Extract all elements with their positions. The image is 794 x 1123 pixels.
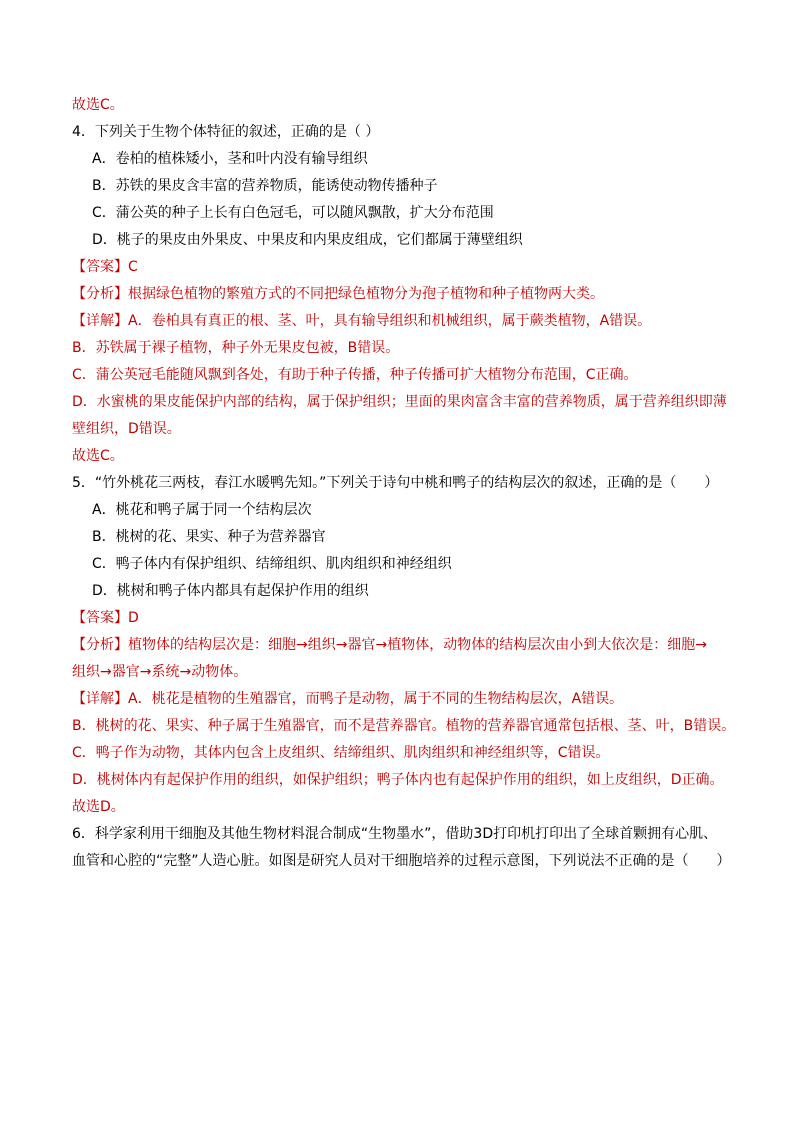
answer-line	[72, 258, 734, 276]
question-line: 血管和心腔的“完整”人造心脏。如图是研究人员对干细胞培养的过程示意图，下列说法不正确的是（ ）	[72, 853, 731, 869]
option-line: C．鸭子体内有保护组织、结缔组织、肌肉组织和神经组织	[92, 556, 452, 572]
answer-text: C	[128, 259, 138, 275]
explanation-line: 壁组织，D错误。	[72, 421, 181, 437]
question-line: 4．下列关于生物个体特征的叙述，正确的是（ ）	[72, 124, 380, 140]
answer-line	[72, 312, 734, 330]
option-line: A．卷柏的植株矮小，茎和叶内没有输导组织	[92, 151, 368, 167]
section-tag: 【分析】	[72, 286, 128, 302]
option-line: D．桃子的果皮由外果皮、中果皮和内果皮组成，它们都属于薄壁组织	[92, 232, 523, 248]
explanation-line: 组织→器官→系统→动物体。	[72, 664, 248, 680]
question-line: 5．“竹外桃花三两枝，春江水暖鸭先知。”下列关于诗句中桃和鸭子的结构层次的叙述，正确的是（ ）	[72, 475, 719, 491]
answer-text: A．卷柏具有真正的根、茎、叶，具有输导组织和机械组织，属于蕨类植物，A错误。	[128, 313, 652, 329]
explanation-line: B．苏铁属于裸子植物，种子外无果皮包被，B错误。	[72, 340, 400, 356]
answer-text: A．桃花是植物的生殖器官，而鸭子是动物，属于不同的生物结构层次，A错误。	[128, 691, 624, 707]
section-tag: 【详解】	[72, 313, 128, 329]
explanation-line: 故选C。	[72, 448, 124, 464]
option-line: B．苏铁的果皮含丰富的营养物质，能诱使动物传播种子	[92, 178, 438, 194]
explanation-line: D．水蜜桃的果皮能保护内部的结构，属于保护组织；里面的果肉富含丰富的营养物质，属于营养组织即薄	[72, 394, 727, 410]
answer-text: 植物体的结构层次是：细胞→组织→器官→植物体，动物体的结构层次由小到大依次是：细胞→	[128, 637, 707, 653]
answer-text: D	[128, 610, 139, 626]
answer-line	[72, 636, 734, 654]
answer-line	[72, 690, 734, 708]
section-tag: 【分析】	[72, 637, 128, 653]
section-tag: 【答案】	[72, 610, 128, 626]
option-line: C．蒲公英的种子上长有白色冠毛，可以随风飘散，扩大分布范围	[92, 205, 494, 221]
section-tag: 【答案】	[72, 259, 128, 275]
explanation-line: 故选D。	[72, 799, 125, 815]
explanation-line: D．桃树体内有起保护作用的组织，如保护组织；鸭子体内也有起保护作用的组织，如上皮组织，D正确。	[72, 772, 724, 788]
answer-text: 根据绿色植物的繁殖方式的不同把绿色植物分为孢子植物和种子植物两大类。	[128, 286, 604, 302]
option-line: D．桃树和鸭子体内都具有起保护作用的组织	[92, 583, 369, 599]
option-line: B．桃树的花、果实、种子为营养器官	[92, 529, 326, 545]
section-tag: 【详解】	[72, 691, 128, 707]
answer-line	[72, 285, 734, 303]
explanation-line: B．桃树的花、果实、种子属于生殖器官，而不是营养器官。植物的营养器官通常包括根、茎、叶，B错误。	[72, 718, 736, 734]
explanation-line: 故选C。	[72, 97, 124, 113]
question-line: 6．科学家利用干细胞及其他生物材料混合制成“生物墨水”，借助3D打印机打印出了全球首颗拥有心肌、	[72, 826, 718, 842]
explanation-line: C．鸭子作为动物，其体内包含上皮组织、结缔组织、肌肉组织和神经组织等，C错误。	[72, 745, 610, 761]
answer-line	[72, 609, 734, 627]
option-line: A．桃花和鸭子属于同一个结构层次	[92, 502, 312, 518]
explanation-line: C．蒲公英冠毛能随风飘到各处，有助于种子传播，种子传播可扩大植物分布范围，C正确。	[72, 367, 638, 383]
